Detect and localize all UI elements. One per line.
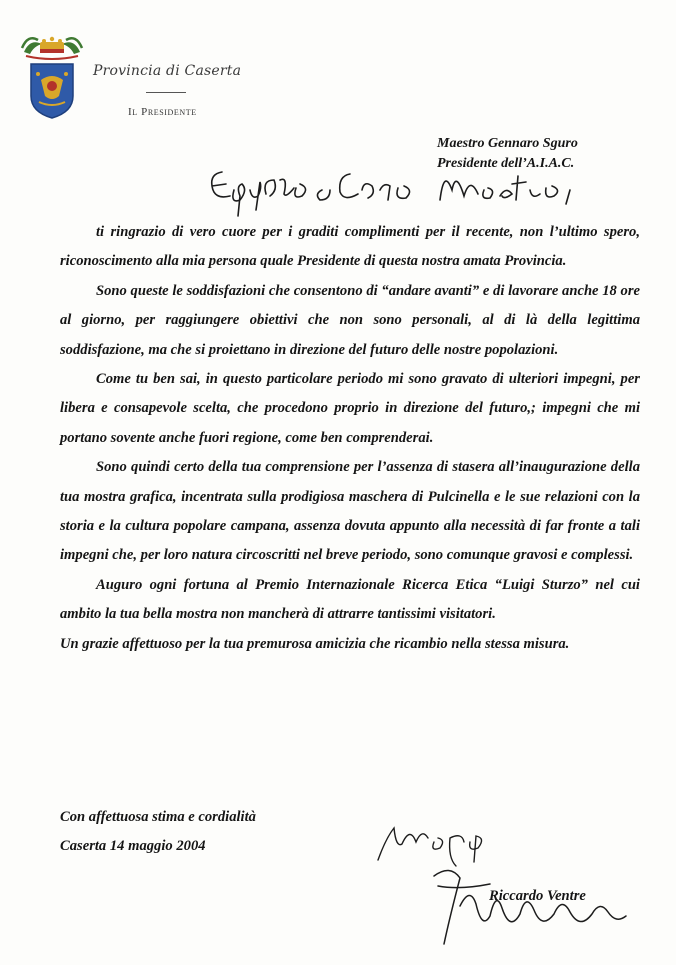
closing-greeting: Con affettuosa stima e cordialità [60,809,256,825]
body-paragraph-6: Un grazie affettuoso per la tua premurosa amicizia che ricambio nella stessa misura. [60,635,570,652]
signer-name: Riccardo Ventre [489,888,586,904]
recipient-name: Maestro Gennaro Sguro [437,136,578,151]
body-paragraph-2: Sono queste le soddisfazioni che consentono di “andare avanti” e di lavorare anche 18 ore al giorno, per raggiungere obiettivi che non sono personali, al di là della legittima soddisfazione, ma che si proiettano in direzione del futuro delle nostre popolazioni. [60,282,640,358]
body-paragraph-5: Auguro ogni fortuna al Premio Internazionale Ricerca Etica “Luigi Sturzo” nel cui ambito la tua bella mostra non mancherà di attrarre tantissimi visitatori. [60,576,640,623]
coat-of-arms-icon [29,62,75,120]
closing-block [60,803,256,862]
crown-icon [20,30,84,60]
letter-body [60,218,640,659]
body-paragraph-3: Come tu ben sai, in questo particolare periodo mi sono gravato di ulteriori impegni, per libera e consapevole scelta, che procedono proprio in direzione del futuro,; impegni che mi portano sovente anche fuori regione, come ben comprenderai. [60,371,640,446]
handwritten-signature [430,856,640,951]
letterhead-divider [146,92,186,93]
sender-role: Il Presidente [128,106,197,118]
body-paragraph-1: ti ringrazio di vero cuore per i graditi complimenti per il recente, non l’ultimo spero, riconoscimento alla mia persona quale Presidente di questa nostra amata Provincia. [60,224,640,270]
place-date: Caserta 14 maggio 2004 [60,838,206,855]
body-paragraph-4: Sono quindi certo della tua comprensione per l’assenza di stasera all’inaugurazione della tua mostra grafica, incentrata sulla prodigiosa maschera di Pulcinella e le sue relazioni con la storia e la cultura popolare campana, assenza dovuta appunto alla necessità di far fronte a tali impegni che, per loro natura circoscritti nel breve periodo, sono comunque gravosi e complessi. [60,459,640,564]
recipient-title: Presidente dell’A.I.A.C. [437,156,575,171]
org-name: Provincia di Caserta [93,63,242,79]
handwritten-salutation [200,160,600,220]
